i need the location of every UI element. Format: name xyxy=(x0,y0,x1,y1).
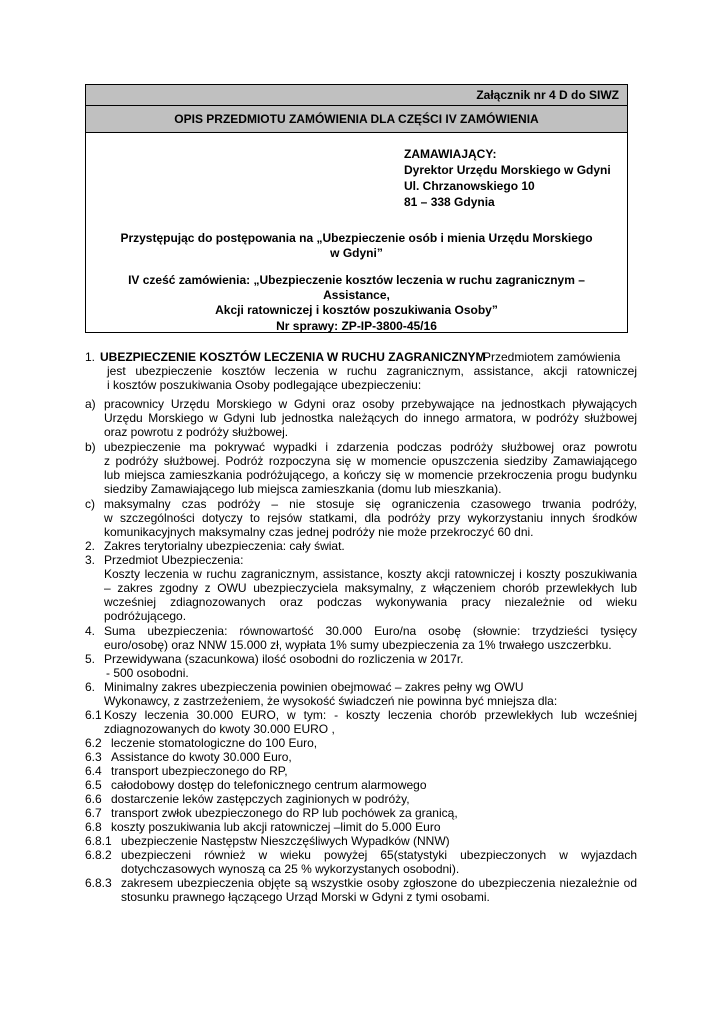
item-c-marker: c) xyxy=(85,497,95,511)
annex-label: Załącznik nr 4 D do SIWZ xyxy=(476,88,619,102)
sub-6-8-3-line: stosunku prawnego łączącego Urząd Morski w Gdyni z tymi osobami. xyxy=(121,890,490,904)
sub-6-3-number: 6.3 xyxy=(85,750,102,764)
sub-6-1-number: 6.1 xyxy=(85,708,102,722)
point-4-line: Suma ubezpieczenia: równowartość 30.000 Euro/na osobę (słownie: trzydzieści tysięcy xyxy=(104,624,637,638)
item-c-line: komunikacyjnych maksymalny czas jednej podróży nie może przekroczyć 60 dni. xyxy=(104,525,534,539)
sub-6-8-1-number: 6.8.1 xyxy=(85,834,112,848)
proceeding-title xyxy=(96,231,617,261)
orderer-line1: Dyrektor Urzędu Morskiego w Gdyni xyxy=(404,163,611,177)
sub-6-8-3-line: zakresem ubezpieczenia objęte są wszystkie osoby zgłoszone do ubezpieczenia niezależnie od xyxy=(121,876,637,890)
item-b-line: lub miejsca zamieszkania podróżującego, a kończy się w momencie przekroczenia progu budynku xyxy=(104,468,637,482)
orderer-label: ZAMAWIAJĄCY: xyxy=(404,147,497,161)
section1-intro-line2: jest ubezpieczenie kosztów leczenia w ruchu zagranicznym, assistance, akcji ratowniczej xyxy=(107,364,637,378)
item-c-line: w szczególności dotyczy to rejsów statkami, dla podróży przy wykorzystaniu innych środków xyxy=(104,511,637,525)
sub-6-6-number: 6.6 xyxy=(85,792,102,806)
sub-6-8-2-number: 6.8.2 xyxy=(85,848,112,862)
item-b-line: ubezpieczenie ma pokrywać wypadki i zdarzenia podczas podróży służbowej oraz powrotu xyxy=(104,440,637,454)
section1-intro-tail: Przedmiotem zamówienia xyxy=(483,350,621,364)
part-line1: IV cześć zamówienia: „Ubezpieczenie kosztów leczenia w ruchu zagranicznym – Assistance, xyxy=(128,273,585,302)
section1-intro-line3: i kosztów poszukiwania Osoby podlegające ubezpieczeniu: xyxy=(107,378,422,392)
item-b-marker: b) xyxy=(85,440,96,454)
point-2-number: 2. xyxy=(85,539,96,553)
item-a-line: oraz powrotu z podróży służbowej. xyxy=(104,425,289,439)
sub-6-6-text: dostarczenie leków zastępczych zaginionych w podróży, xyxy=(111,792,410,806)
sub-6-8-3-number: 6.8.3 xyxy=(85,876,112,890)
header-body xyxy=(85,132,628,333)
point-5-line: Przewidywana (szacunkowa) ilość osobodni do rozliczenia w 2017r. xyxy=(104,652,464,666)
sub-6-8-text: koszty poszukiwania lub akcji ratowniczej –limit do 5.000 Euro xyxy=(111,820,441,834)
item-a-line: Urzędu Morskiego w Gdyni lub jednostka należących do innego armatora, w podróży służbowej xyxy=(104,411,637,425)
point-4-line: euro/osobę) oraz NNW 15.000 zł, wypłata 1% sumy ubezpieczenia za 1% trwałego uszczerbku. xyxy=(104,638,612,652)
part-title xyxy=(96,273,617,318)
point-6-line: Wykonawcy, z zastrzeżeniem, że wysokość świadczeń nie powinna być mniejsza dla: xyxy=(104,694,558,708)
title-row xyxy=(85,105,628,133)
section1-heading: UBEZPIECZENIE KOSZTÓW LECZENIA W RUCHU ZAGRANICZNYM xyxy=(100,350,486,364)
part-line2: Akcji ratowniczej i kosztów poszukiwania Osoby” xyxy=(215,303,498,317)
annex-row xyxy=(85,84,628,106)
orderer-address xyxy=(404,146,611,210)
point-5-line: - 500 osobodni. xyxy=(106,666,189,680)
orderer-line2: Ul. Chrzanowskiego 10 xyxy=(404,179,535,193)
sub-6-8-1-text: ubezpieczenie Następstw Nieszczęśliwych Wypadków (NNW) xyxy=(121,834,450,848)
item-a-line: pracownicy Urzędu Morskiego w Gdyni oraz osoby przebywające na jednostkach pływających xyxy=(104,397,637,411)
proceeding-line1: Przystępując do postępowania na „Ubezpieczenie osób i mienia Urzędu Morskiego xyxy=(120,231,593,245)
point-3-line: wcześniej zdiagnozowanych oraz podczas wykonywania pracy niezależnie od wieku xyxy=(104,595,637,609)
sub-6-1-line: Koszy leczenia 30.000 EURO, w tym: - koszty leczenia chorób przewlekłych lub wcześniej xyxy=(104,708,637,722)
sub-6-2-text: leczenie stomatologiczne do 100 Euro, xyxy=(111,736,318,750)
sub-6-7-number: 6.7 xyxy=(85,806,102,820)
sub-6-5-number: 6.5 xyxy=(85,778,102,792)
sub-6-8-2-line: dotychczasowych wynoszą ca 25 % wykorzystanych osobodni). xyxy=(121,862,460,876)
point-2-text: Zakres terytorialny ubezpieczenia: cały świat. xyxy=(104,539,345,553)
case-number: Nr sprawy: ZP-IP-3800-45/16 xyxy=(276,319,437,333)
sub-6-3-text: Assistance do kwoty 30.000 Euro, xyxy=(111,750,292,764)
point-3-line: – zakres zgodny z OWU ubezpieczyciela maksymalny, z włączeniem chorób przewlekłych lub xyxy=(104,581,637,595)
point-6-line: Minimalny zakres ubezpieczenia powinien obejmować – zakres pełny wg OWU xyxy=(104,680,524,694)
point-6-number: 6. xyxy=(85,680,96,694)
proceeding-line2: w Gdyni” xyxy=(330,246,383,260)
point-4-number: 4. xyxy=(85,624,96,638)
item-b-line: z podróży służbowej. Podróż rozpoczyna się w momencie opuszczenia siedziby Zamawiającego xyxy=(104,454,637,468)
sub-6-1-line: zdiagnozowanych do kwoty 30.000 EURO , xyxy=(104,722,335,736)
sub-6-8-2-line: ubezpieczeni również w wieku powyżej 65(statystyki ubezpieczonych w wyjazdach xyxy=(121,848,637,862)
sub-6-4-number: 6.4 xyxy=(85,764,102,778)
orderer-line3: 81 – 338 Gdynia xyxy=(404,195,495,209)
item-a-marker: a) xyxy=(85,397,96,411)
point-3-line: podróżującego. xyxy=(104,609,187,623)
point-3-number: 3. xyxy=(85,553,96,567)
point-3-line: Koszty leczenia w ruchu zagranicznym, assistance, koszty akcji ratowniczej i koszty poszukiwania xyxy=(104,567,637,581)
point-3-title: Przedmiot Ubezpieczenia: xyxy=(104,553,244,567)
sub-6-2-number: 6.2 xyxy=(85,736,102,750)
point-5-number: 5. xyxy=(85,652,96,666)
sub-6-7-text: transport zwłok ubezpieczonego do RP lub pochówek za granicą, xyxy=(111,806,458,820)
document-title: OPIS PRZEDMIOTU ZAMÓWIENIA DLA CZĘŚCI IV ZAMÓWIENIA xyxy=(174,112,539,126)
sub-6-8-number: 6.8 xyxy=(85,820,102,834)
sub-6-5-text: całodobowy dostęp do telefonicznego centrum alarmowego xyxy=(111,778,427,792)
sub-6-4-text: transport ubezpieczonego do RP, xyxy=(111,764,288,778)
item-c-line: maksymalny czas podróży – nie stosuje się ograniczenia czasowego trwania podróży, xyxy=(104,497,637,511)
item-b-line: siedziby Zamawiającego lub miejsca zamieszkania (domu lub mieszkania). xyxy=(104,482,502,496)
section1-number: 1. xyxy=(85,350,96,364)
